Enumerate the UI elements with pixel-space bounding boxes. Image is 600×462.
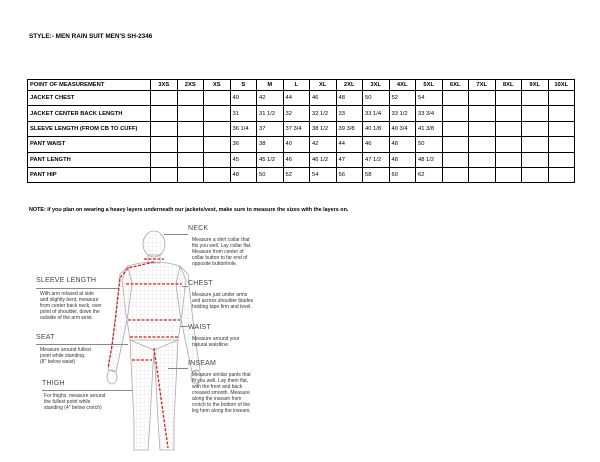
measurement-value <box>442 91 469 106</box>
measurement-value: 52 <box>389 91 416 106</box>
measurement-value: 60 <box>389 167 416 182</box>
measurement-label: PANT HIP <box>28 167 151 182</box>
measurement-label: SLEEVE LENGTH (FROM CB TO CUFF) <box>28 121 151 136</box>
thigh-text: For thighs, measure around the fullest point while standing (4" below crotch) <box>44 393 106 411</box>
measurement-value: 33 1/2 <box>389 106 416 121</box>
measurement-value: 47 1/2 <box>363 152 390 167</box>
measurement-value <box>548 137 575 152</box>
measurement-value: 40 3/4 <box>389 121 416 136</box>
human-figure <box>107 231 201 450</box>
measurement-value <box>151 121 178 136</box>
header-size-5xl: 5XL <box>416 80 443 91</box>
measurement-value: 31 <box>230 106 257 121</box>
measurement-label: PANT LENGTH <box>28 152 151 167</box>
size-chart-table <box>27 79 575 183</box>
measurement-value <box>495 152 522 167</box>
measurement-value: 48 <box>389 137 416 152</box>
measurement-value: 37 3/4 <box>283 121 310 136</box>
measurement-value: 48 <box>336 91 363 106</box>
measurement-value: 45 <box>230 152 257 167</box>
header-size-6xl: 6XL <box>442 80 469 91</box>
measurement-value <box>522 121 549 136</box>
measurement-value <box>548 152 575 167</box>
header-point-of-measurement: POINT OF MEASUREMENT <box>28 80 151 91</box>
measurement-value <box>177 121 204 136</box>
header-size-2xs: 2XS <box>177 80 204 91</box>
measurement-value: 40 <box>283 137 310 152</box>
measurement-value <box>151 137 178 152</box>
measurement-value <box>495 91 522 106</box>
neck-guide-line <box>164 234 188 235</box>
table-row <box>28 167 575 182</box>
neck-text: Measure a shirt collar that fits you well. Lay collar flat. Measure from center of collar button to far end of opposite buttonhole. <box>192 237 252 267</box>
waist-title: WAIST <box>188 324 211 331</box>
table-row <box>28 137 575 152</box>
header-size-m: M <box>257 80 284 91</box>
header-size-xl: XL <box>310 80 337 91</box>
measurement-value: 50 <box>363 91 390 106</box>
measurement-value: 33 1/4 <box>363 106 390 121</box>
sleeve-text: With arm relaxed at side and slightly bent, measure from center back neck, over point of shoulder, down the outside of the arm wrist. <box>40 291 102 321</box>
measurement-value: 33 3/4 <box>416 106 443 121</box>
table-row <box>28 152 575 167</box>
header-size-2xl: 2XL <box>336 80 363 91</box>
measurement-value: 45 1/2 <box>257 152 284 167</box>
measurement-value <box>151 91 178 106</box>
measurement-value <box>442 167 469 182</box>
measurement-value: 58 <box>363 167 390 182</box>
measurement-value <box>522 167 549 182</box>
measurement-value <box>469 91 496 106</box>
header-size-s: S <box>230 80 257 91</box>
measurement-value: 32 <box>283 106 310 121</box>
measurement-value: 52 <box>283 167 310 182</box>
table-row <box>28 106 575 121</box>
size-chart-body <box>28 91 575 183</box>
size-chart-header-row <box>28 80 575 91</box>
measurement-value: 38 1/2 <box>310 121 337 136</box>
inseam-guide-line <box>168 368 188 369</box>
measurement-value <box>522 91 549 106</box>
neck-title: NECK <box>188 225 209 232</box>
inseam-title: INSEAM <box>188 360 217 367</box>
header-size-l: L <box>283 80 310 91</box>
measurement-value <box>204 91 231 106</box>
measurement-value: 46 <box>310 91 337 106</box>
seat-guide-line <box>36 344 128 345</box>
measurement-value: 36 1/4 <box>230 121 257 136</box>
waist-text: Measure around your natural waistline. <box>192 336 240 348</box>
measurement-value <box>495 167 522 182</box>
header-size-10xl: 10XL <box>548 80 575 91</box>
measurement-value <box>495 137 522 152</box>
measurement-value <box>522 106 549 121</box>
measurement-value: 46 1/2 <box>310 152 337 167</box>
measurement-value <box>548 167 575 182</box>
thigh-guide-line <box>42 390 132 391</box>
measurement-value <box>442 152 469 167</box>
measurement-value: 48 1/2 <box>416 152 443 167</box>
measurement-value <box>177 91 204 106</box>
header-size-4xl: 4XL <box>389 80 416 91</box>
style-title: STYLE:- MEN RAIN SUIT MEN'S SH-2346 <box>29 33 153 40</box>
measurement-value: 54 <box>416 91 443 106</box>
measurement-value: 33 <box>336 106 363 121</box>
measurement-value <box>442 106 469 121</box>
seat-title: SEAT <box>36 334 55 341</box>
measurement-label: PANT WAIST <box>28 137 151 152</box>
measurement-value <box>442 121 469 136</box>
measurement-value <box>469 121 496 136</box>
inseam-text: Measure similar pants that fit you well. Lay them flat, with the front and back creased smooth. Measure along the inseam from crotch to the bottom of the leg hem along the inseam. <box>192 372 251 414</box>
header-size-xs: XS <box>204 80 231 91</box>
measurement-value: 42 <box>257 91 284 106</box>
measurement-value: 44 <box>336 137 363 152</box>
measurement-guide <box>36 222 286 458</box>
measurement-value <box>522 137 549 152</box>
measurement-value <box>177 137 204 152</box>
measurement-value <box>204 106 231 121</box>
sleeve-guide-line <box>36 288 118 289</box>
measurement-value: 50 <box>416 137 443 152</box>
waist-guide-line <box>180 326 188 327</box>
table-row <box>28 121 575 136</box>
table-row <box>28 91 575 106</box>
measurement-value: 40 1/8 <box>363 121 390 136</box>
measurement-value: 36 <box>230 137 257 152</box>
measurement-value <box>548 91 575 106</box>
sleeve-title: SLEEVE LENGTH <box>36 277 97 284</box>
measurement-value: 44 <box>283 91 310 106</box>
measurement-value <box>469 152 496 167</box>
measurement-label: JACKET CHEST <box>28 91 151 106</box>
measurement-value: 42 <box>310 137 337 152</box>
measurement-value: 54 <box>310 167 337 182</box>
measurement-value: 46 <box>283 152 310 167</box>
header-size-8xl: 8XL <box>495 80 522 91</box>
thigh-title: THIGH <box>42 380 65 387</box>
layering-note: NOTE: if you plan on wearing a heavy layers underneath our jackets/vest, make sure to measure the sizes with the layers on. <box>29 207 349 213</box>
measurement-value <box>204 152 231 167</box>
measurement-value: 38 <box>257 137 284 152</box>
measurement-value <box>204 137 231 152</box>
measurement-value: 41 3/8 <box>416 121 443 136</box>
measurement-value: 40 <box>230 91 257 106</box>
measurement-value: 46 <box>363 137 390 152</box>
measurement-value: 31 1/2 <box>257 106 284 121</box>
measurement-value <box>469 106 496 121</box>
measurement-value <box>469 167 496 182</box>
header-size-7xl: 7XL <box>469 80 496 91</box>
measurement-value <box>548 106 575 121</box>
measurement-value <box>151 167 178 182</box>
measurement-value <box>177 106 204 121</box>
measurement-value <box>442 137 469 152</box>
measurement-value <box>495 106 522 121</box>
measurement-value <box>151 106 178 121</box>
measurement-label: JACKET CENTER BACK LENGTH <box>28 106 151 121</box>
measurement-value: 47 <box>336 152 363 167</box>
header-size-9xl: 9XL <box>522 80 549 91</box>
measurement-value: 37 <box>257 121 284 136</box>
measurement-value: 50 <box>257 167 284 182</box>
measurement-value <box>548 121 575 136</box>
measurement-value <box>151 152 178 167</box>
measurement-value: 48 <box>230 167 257 182</box>
measurement-value <box>469 137 496 152</box>
measurement-value: 62 <box>416 167 443 182</box>
measurement-value <box>495 121 522 136</box>
header-size-3xs: 3XS <box>151 80 178 91</box>
seat-text: Measure around fullest point while standing. (8" below waist) <box>40 347 91 365</box>
measurement-value: 39 3/8 <box>336 121 363 136</box>
measurement-value <box>204 121 231 136</box>
chest-title: CHEST <box>188 280 213 287</box>
measurement-value <box>204 167 231 182</box>
measurement-value: 56 <box>336 167 363 182</box>
header-size-3xl: 3XL <box>363 80 390 91</box>
measurement-value <box>177 152 204 167</box>
measurement-value <box>177 167 204 182</box>
measurement-value: 48 <box>389 152 416 167</box>
chest-text: Measure just under arms and across shoulder blades holding tape firm and level. <box>192 292 254 310</box>
measurement-value: 32 1/2 <box>310 106 337 121</box>
measurement-value <box>522 152 549 167</box>
